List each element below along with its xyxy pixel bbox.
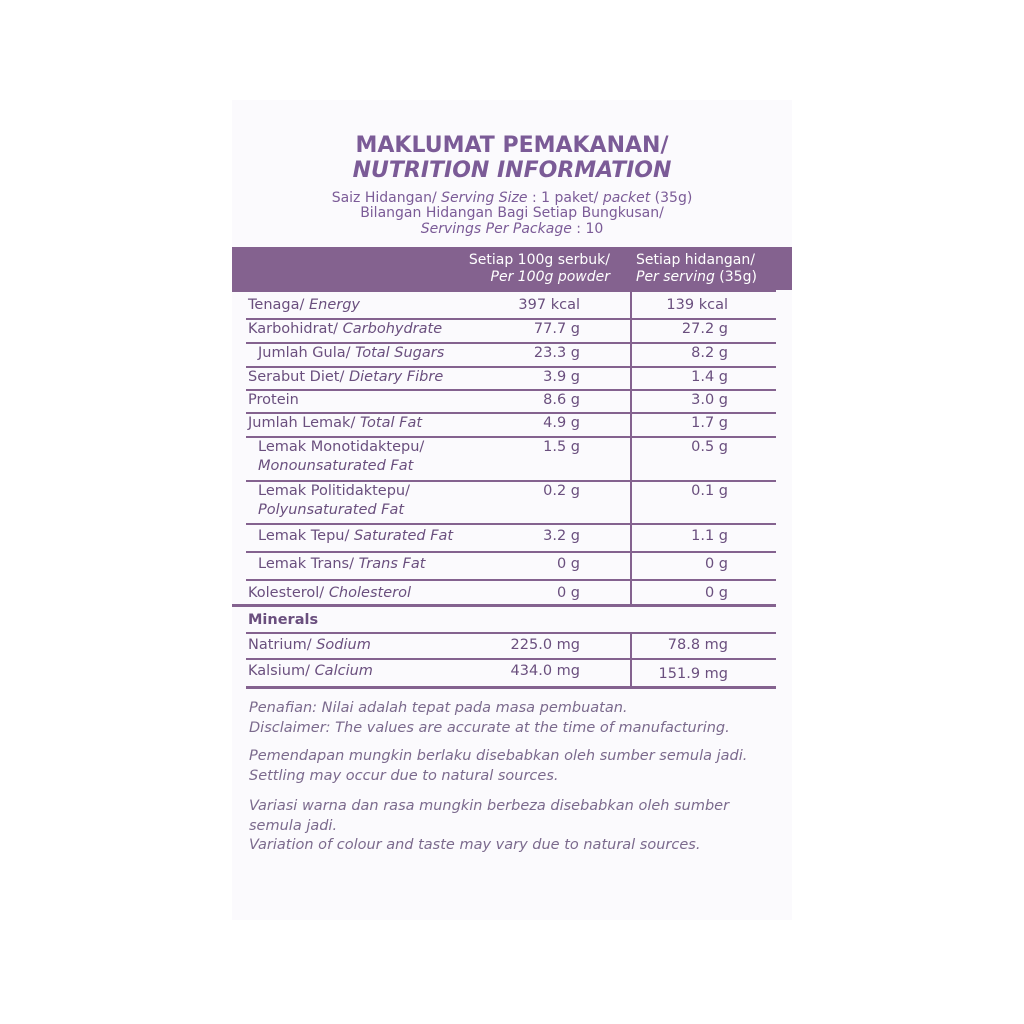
- header-per-100g: [469, 252, 610, 286]
- nutrient-label-en: Total Fat: [359, 415, 423, 431]
- value-per-100g: 0.2 g: [543, 483, 580, 499]
- value-per-serving: 1.4 g: [691, 369, 728, 385]
- value-per-serving: 3.0 g: [691, 392, 728, 408]
- nutrient-label-en: Total Sugars: [355, 345, 445, 361]
- serving-size-value-ms: : 1 paket/: [527, 190, 603, 206]
- table-bottom-line: [246, 686, 776, 689]
- minerals-heading-line: [246, 632, 776, 634]
- nutrient-label-en: Carbohydrate: [342, 321, 443, 337]
- value-per-100g: 77.7 g: [533, 321, 580, 337]
- nutrient-label: [248, 584, 411, 603]
- value-per-serving: 27.2 g: [681, 321, 728, 337]
- value-per-serving: 1.7 g: [691, 415, 728, 431]
- column-divider: [630, 290, 632, 606]
- value-per-100g: 8.6 g: [543, 392, 580, 408]
- nutrient-label: [258, 555, 425, 574]
- nutrient-label: [258, 344, 444, 363]
- value-per-serving: 78.8 mg: [667, 637, 728, 653]
- header-per-serving-ms: Setiap hidangan/: [636, 252, 755, 268]
- title-malay: MAKLUMAT PEMAKANAN/: [355, 133, 669, 158]
- nutrient-label-ms: Tenaga/: [248, 297, 309, 313]
- nutrient-label: [258, 527, 453, 546]
- header-per-serving: [636, 252, 757, 286]
- nutrient-label-en: Trans Fat: [358, 556, 426, 572]
- servings-per-package-value: : 10: [571, 221, 604, 237]
- title-english: NUTRITION INFORMATION: [352, 158, 672, 183]
- nutrient-label: [248, 636, 371, 655]
- header-per-serving-grams: (35g): [714, 269, 757, 285]
- nutrient-label: [248, 414, 422, 433]
- value-per-serving: 0.1 g: [691, 483, 728, 499]
- serving-size-label-en: Serving Size: [441, 190, 528, 206]
- servings-per-package-ms: Bilangan Hidangan Bagi Setiap Bungkusan/: [360, 205, 664, 221]
- nutrient-label-ms: Jumlah Gula/: [258, 345, 356, 361]
- column-divider-minerals: [630, 633, 632, 686]
- value-per-100g: 23.3 g: [533, 345, 580, 361]
- value-per-100g: 434.0 mg: [510, 663, 580, 679]
- table-header: [232, 247, 792, 290]
- nutrient-label: [248, 391, 299, 410]
- serving-size-grams: (35g): [650, 190, 693, 206]
- servings-per-package-en: Servings Per Package: [420, 221, 572, 237]
- row-divider: [246, 579, 776, 581]
- nutrient-label-ms: Lemak Tepu/: [258, 528, 354, 544]
- minerals-separator: [232, 604, 776, 607]
- row-divider: [246, 523, 776, 525]
- nutrient-label: [248, 320, 442, 339]
- value-per-100g: 397 kcal: [518, 297, 580, 313]
- value-per-100g: 3.2 g: [543, 528, 580, 544]
- nutrient-label-ms: Karbohidrat/: [248, 321, 343, 337]
- serving-size-value-en: packet: [602, 190, 651, 206]
- nutrient-label: [258, 438, 424, 476]
- value-per-100g: 0 g: [556, 556, 580, 572]
- value-per-serving: 0.5 g: [691, 439, 728, 455]
- nutrient-label-ms: Kolesterol/: [248, 585, 329, 601]
- nutrient-label-en: Saturated Fat: [353, 528, 454, 544]
- nutrient-label: [248, 662, 373, 681]
- nutrient-label-ms: Jumlah Lemak/: [248, 415, 360, 431]
- disclaimer-malay: Penafian: Nilai adalah tepat pada masa pembuatan.: [249, 700, 628, 716]
- nutrient-label-ms: Protein: [248, 392, 299, 408]
- value-per-100g: 1.5 g: [543, 439, 580, 455]
- nutrient-label-en: Monounsaturated Fat: [258, 458, 414, 474]
- header-per-100g-ms: Setiap 100g serbuk/: [468, 252, 610, 268]
- value-per-serving: 1.1 g: [691, 528, 728, 544]
- nutrient-label-en: Sodium: [316, 637, 371, 653]
- header-per-serving-en: Per serving: [636, 269, 715, 285]
- disclaimer-english: Disclaimer: The values are accurate at the time of manufacturing.: [249, 720, 730, 736]
- nutrient-label-ms: Lemak Monotidaktepu/: [258, 439, 425, 455]
- value-per-serving: 8.2 g: [691, 345, 728, 361]
- nutrient-label: [248, 296, 360, 315]
- settling-english: Settling may occur due to natural sources.: [249, 768, 559, 784]
- nutrient-label-ms: Natrium/: [248, 637, 317, 653]
- nutrient-label-en: Energy: [308, 297, 361, 313]
- nutrient-label-en: Dietary Fibre: [348, 369, 444, 385]
- minerals-heading: Minerals: [248, 612, 319, 628]
- nutrient-label-ms: Lemak Politidaktepu/: [258, 483, 411, 499]
- settling-malay: Pemendapan mungkin berlaku disebabkan oleh sumber semula jadi.: [249, 748, 748, 764]
- nutrient-label-ms: Lemak Trans/: [258, 556, 359, 572]
- value-per-100g: 225.0 mg: [510, 637, 580, 653]
- variation-malay-line1: Variasi warna dan rasa mungkin berbeza disebabkan oleh sumber: [249, 798, 730, 814]
- value-per-serving: 0 g: [704, 556, 728, 572]
- header-per-100g-en: Per 100g powder: [490, 269, 610, 285]
- nutrient-label-en: Calcium: [314, 663, 373, 679]
- nutrient-label-en: Cholesterol: [328, 585, 411, 601]
- value-per-serving: 139 kcal: [666, 297, 728, 313]
- servings-per-package: [232, 221, 792, 238]
- nutrient-label-ms: Serabut Diet/: [248, 369, 349, 385]
- row-divider: [246, 658, 776, 660]
- value-per-serving: 151.9 mg: [658, 666, 728, 682]
- value-per-100g: 4.9 g: [543, 415, 580, 431]
- value-per-100g: 0 g: [556, 585, 580, 601]
- variation-english: Variation of colour and taste may vary due to natural sources.: [249, 837, 701, 853]
- nutrient-label-ms: Kalsium/: [248, 663, 315, 679]
- value-per-100g: 3.9 g: [543, 369, 580, 385]
- nutrient-label-en: Polyunsaturated Fat: [258, 502, 405, 518]
- header-bottom-line: [232, 290, 776, 292]
- row-divider: [246, 551, 776, 553]
- nutrient-label: [258, 482, 410, 520]
- value-per-serving: 0 g: [704, 585, 728, 601]
- nutrient-label: [248, 368, 443, 387]
- serving-size-label-ms: Saiz Hidangan/: [331, 190, 442, 206]
- variation-malay-line2: semula jadi.: [249, 818, 338, 834]
